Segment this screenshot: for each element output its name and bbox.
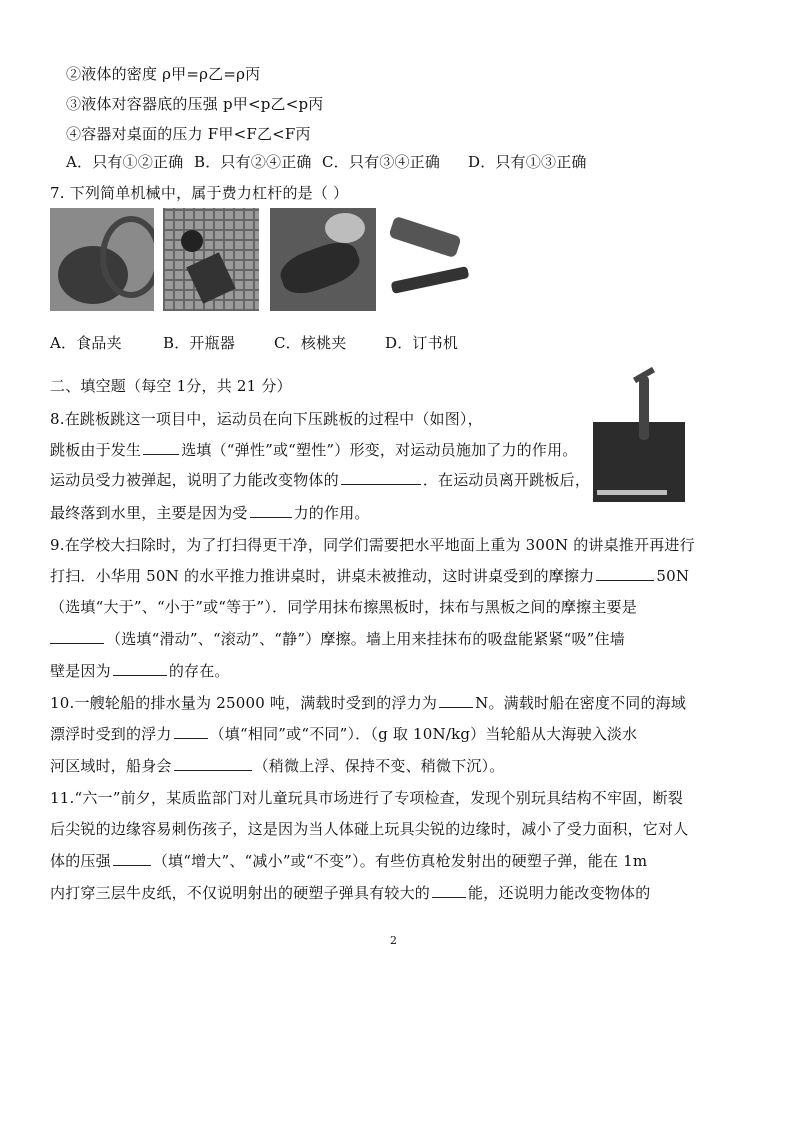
- item-force: ④容器对桌面的压力 F甲<F乙<F丙: [66, 125, 311, 143]
- q8-text: 选填（“弹性”或“塑性”）形变，对运动员施加了力的作用。: [181, 441, 578, 459]
- q7-option-d: D．订书机: [385, 334, 459, 352]
- q8-line2: [50, 440, 577, 460]
- q11-text: 内打穿三层牛皮纸，不仅说明射出的硬塑子弹具有较大的: [50, 884, 431, 902]
- q10-line2: [50, 724, 637, 744]
- q8-blank-3[interactable]: [250, 503, 292, 518]
- q10-text: （稍微上浮、保持不变、稍微下沉）。: [253, 757, 505, 775]
- section-title: 二、填空题（每空 1分，共 21 分）: [50, 377, 292, 395]
- q10-blank-3[interactable]: [174, 756, 252, 771]
- q10-blank-2[interactable]: [174, 724, 208, 739]
- q9-text: 的存在。: [168, 662, 230, 680]
- q6-option-c: C．只有③④正确: [322, 153, 441, 171]
- q11-text: 能，还说明力能改变物体的: [468, 884, 651, 902]
- q11-blank-1[interactable]: [113, 851, 151, 866]
- item-density: ②液体的密度 ρ甲=ρ乙=ρ丙: [66, 65, 261, 83]
- q11-text: 体的压强: [50, 852, 111, 870]
- q8-text: ．在运动员离开跳板后，: [422, 471, 591, 489]
- q8-line3: [50, 470, 590, 490]
- q10-text: （填“相同”或“不同”）．（g 取 10N/kg）当轮船从大海驶入淡水: [209, 725, 638, 743]
- q9-text: 50N: [656, 567, 690, 585]
- q7-stem: 7. 下列简单机械中，属于费力杠杆的是（ ）: [50, 184, 349, 202]
- bottle-opener-photo: [163, 208, 259, 311]
- q8-line1: 8.在跳板跳这一项目中，运动员在向下压跳板的过程中（如图），: [50, 410, 483, 428]
- diver-photo: [593, 366, 685, 502]
- q9-blank-2[interactable]: [50, 629, 104, 644]
- q7-option-a: A．食品夹: [50, 334, 122, 352]
- q8-blank-1[interactable]: [143, 440, 179, 455]
- q11-blank-2[interactable]: [432, 883, 466, 898]
- q6-option-a: A．只有①②正确: [66, 153, 184, 171]
- q10-text: N。满载时船在密度不同的海域: [475, 694, 687, 712]
- page-number: 2: [390, 934, 397, 947]
- q9-line1: 9.在学校大扫除时，为了打扫得更干净，同学们需要把水平地面上重为 300N 的讲桌推开再进行: [50, 536, 695, 554]
- q10-blank-1[interactable]: [439, 693, 473, 708]
- q9-blank-3[interactable]: [113, 661, 167, 676]
- q7-option-b: B．开瓶器: [163, 334, 236, 352]
- q9-blank-1[interactable]: [596, 566, 654, 581]
- q11-line3: [50, 851, 647, 871]
- q7-option-c: C．核桃夹: [274, 334, 347, 352]
- q9-line2: [50, 566, 689, 586]
- q11-line2: 后尖锐的边缘容易刺伤孩子，这是因为当人体碰上玩具尖锐的边缘时，减小了受力面积，它对人: [50, 820, 689, 838]
- q9-text: 壁是因为: [50, 662, 111, 680]
- food-clip-photo: [50, 208, 154, 311]
- q8-text: 跳板由于发生: [50, 441, 142, 459]
- q8-line4: [50, 503, 370, 523]
- q11-line4: [50, 883, 650, 903]
- q9-text: （选填“滑动”、“滚动”、“静”）摩擦。墙上用来挂抹布的吸盘能紧紧“吸”住墙: [106, 630, 625, 648]
- q11-line1: 11.“六一”前夕，某质监部门对儿童玩具市场进行了专项检查，发现个别玩具结构不牢固，断裂: [50, 789, 683, 807]
- q9-line5: [50, 661, 230, 681]
- nutcracker-photo: [270, 208, 376, 311]
- q9-line3: （选填“大于”、“小于”或“等于”）．同学用抹布擦黑板时，抹布与黑板之间的摩擦主要是: [50, 598, 637, 616]
- q8-text: 运动员受力被弹起，说明了力能改变物体的: [50, 471, 339, 489]
- item-pressure: ③液体对容器底的压强 p甲<p乙<p丙: [66, 95, 324, 113]
- stapler-photo: [385, 208, 475, 304]
- q10-line1: [50, 693, 686, 713]
- q6-option-b: B．只有②④正确: [194, 153, 312, 171]
- q10-text: 10.一艘轮船的排水量为 25000 吨，满载时受到的浮力为: [50, 694, 438, 712]
- q6-option-d: D．只有①③正确: [468, 153, 587, 171]
- q10-line3: [50, 756, 505, 776]
- q8-blank-2[interactable]: [341, 470, 421, 485]
- q9-line4: [50, 629, 625, 649]
- q8-text: 最终落到水里，主要是因为受: [50, 504, 248, 522]
- q10-text: 河区域时，船身会: [50, 757, 172, 775]
- q8-text: 力的作用。: [293, 504, 370, 522]
- q10-text: 漂浮时受到的浮力: [50, 725, 172, 743]
- q9-text: 打扫．小华用 50N 的水平推力推讲桌时，讲桌未被推动，这时讲桌受到的摩擦力: [50, 567, 595, 585]
- q11-text: （填“增大”、“减小”或“不变”）。有些仿真枪发射出的硬塑子弹，能在 1m: [152, 852, 648, 870]
